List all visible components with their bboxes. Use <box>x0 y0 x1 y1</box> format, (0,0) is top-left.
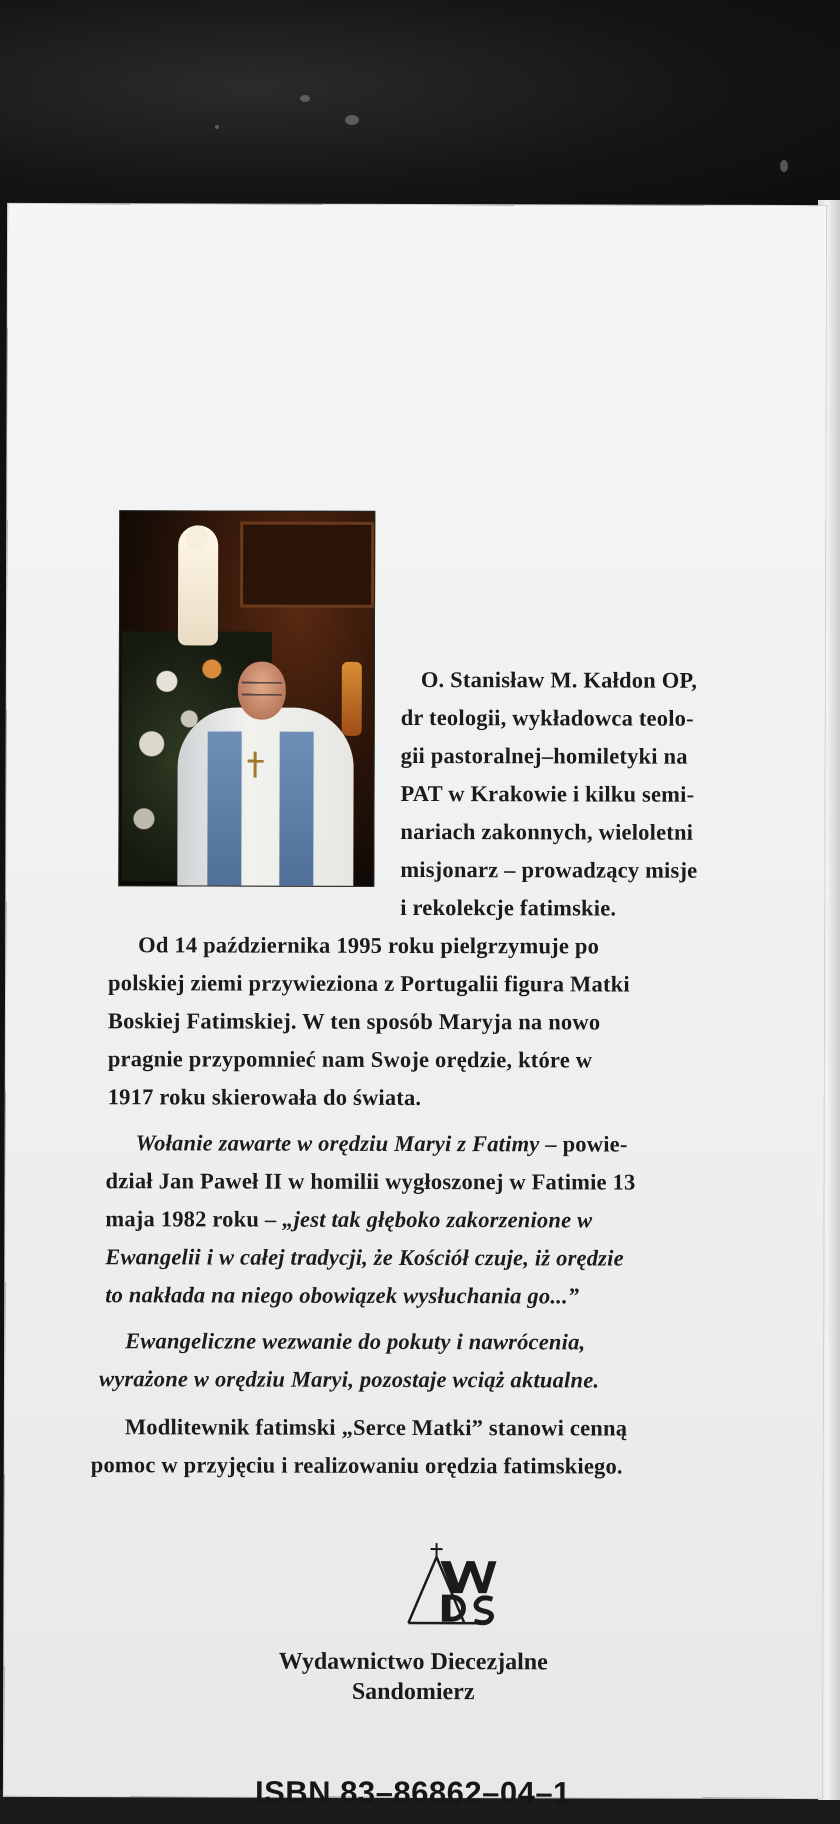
paragraph-line: pragnie przypomnieć nam Swoje orędzie, które w <box>107 1046 593 1073</box>
background-dark-surface <box>0 0 840 215</box>
paragraph-line: Modlitewnik fatimski „Serce Matki” stanowi cenną <box>124 1414 628 1441</box>
quote-line: dział Jan Paweł II w homilii wygłoszonej w Fatimie 13 <box>105 1168 636 1195</box>
quote-line <box>105 1200 592 1239</box>
paragraph-line: Ewangeliczne wezwanie do pokuty i nawrócenia, <box>125 1328 586 1355</box>
publisher-name: Wydawnictwo Diecezjalne <box>278 1648 548 1676</box>
quote-line <box>136 1124 628 1163</box>
bio-line: O. Stanisław M. Kałdon OP, <box>420 667 698 693</box>
bio-line: dr teologii, wykładowca teolo- <box>400 704 694 731</box>
paragraph-line: Boskiej Fatimskiej. W ten sposób Maryja na nowo <box>107 1008 601 1035</box>
book-back-cover <box>4 204 826 1811</box>
paragraph-line: polskiej ziemi przywieziona z Portugalii figura Matki <box>108 970 630 997</box>
quote-italic-part: „jest tak głęboko zakorzenione w <box>282 1206 593 1233</box>
paragraph-line: Od 14 października 1995 roku pielgrzymuje po <box>138 932 600 959</box>
quote-line: Ewangelii i w całej tradycji, że Kościół czuje, iż orędzie <box>105 1244 624 1271</box>
background-speck <box>345 115 359 125</box>
publisher-logo-icon <box>406 1543 498 1627</box>
background-speck <box>215 125 219 129</box>
bio-line: i rekolekcje fatimskie. <box>400 894 617 921</box>
author-photo <box>118 510 375 887</box>
quote-plain-part: maja 1982 roku – <box>105 1206 283 1232</box>
paragraph-line: pomoc w przyjęciu i realizowaniu orędzia fatimskiego. <box>90 1452 623 1479</box>
quote-italic-part: Wołanie zawarte w orędziu Maryi z Fatimy <box>135 1130 540 1157</box>
bio-line: misjonarz – prowadzący misje <box>400 856 698 883</box>
isbn-number: ISBN 83–86862–04–1 <box>254 1774 571 1811</box>
bio-line: nariach zakonnych, wieloletni <box>400 818 694 845</box>
quote-line: to nakłada na niego obowiązek wysłuchania go...” <box>105 1282 580 1309</box>
bio-line: gii pastoralnej–homiletyki na <box>400 742 688 769</box>
quote-plain-part: – powie- <box>539 1131 628 1157</box>
paragraph-line: 1917 roku skierowała do świata. <box>107 1084 422 1111</box>
background-speck <box>300 95 310 102</box>
bio-line: PAT w Krakowie i kilku semi- <box>400 780 695 807</box>
publisher-city: Sandomierz <box>351 1678 475 1706</box>
background-speck <box>780 160 788 172</box>
paragraph-line: wyrażone w orędziu Maryi, pozostaje wciąż aktualne. <box>98 1366 600 1393</box>
